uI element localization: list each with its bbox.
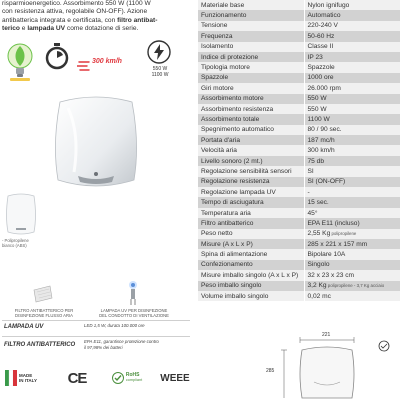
italy-flag-icon	[5, 370, 17, 386]
spec-key: Funzionamento	[198, 10, 304, 20]
spec-key: Misure imballo singolo (A x L x P)	[198, 270, 304, 280]
spec-row	[198, 94, 400, 104]
caption-line: bianco (ABS)	[2, 243, 27, 249]
italy-text: MADE	[18, 372, 33, 378]
intro-bold: terico	[2, 25, 20, 33]
spec-key: Volume imballo singolo	[198, 291, 304, 301]
spec-key: Spina di alimentazione	[198, 249, 304, 259]
spec-value	[304, 21, 400, 31]
spec-value	[304, 52, 400, 62]
eco-bulb-icon	[4, 42, 36, 82]
spec-value-text: SI (ON-OFF)	[307, 178, 346, 186]
spec-value-text: 550 W	[307, 105, 327, 113]
height-dimension-label: 285	[266, 368, 275, 374]
spec-key: Spazzole	[198, 73, 304, 83]
spec-row	[198, 62, 400, 72]
spec-value-text: SI	[307, 167, 314, 175]
spec-value	[304, 291, 400, 301]
feature-label: LAMPADA UV	[4, 324, 44, 330]
spec-value	[304, 208, 400, 218]
speed-badge: 300 km/h	[92, 58, 122, 65]
spec-row	[198, 114, 400, 124]
spec-key: Assorbimento motore	[198, 94, 304, 104]
spec-value	[304, 260, 400, 270]
spec-value	[304, 83, 400, 93]
spec-value-text: 220-240 V	[307, 22, 338, 30]
power-badge-line: 550 W	[152, 66, 168, 72]
spec-value-text: 26.000 rpm	[307, 84, 341, 92]
spec-value	[304, 42, 400, 52]
feature-text-line: il 97,98% dei batteri	[84, 344, 123, 350]
feature-label: FILTRO ANTIBATTERICO	[4, 342, 76, 348]
uv-lamp-caption	[92, 308, 176, 318]
intro-bold: filtro antibat-	[117, 16, 158, 24]
spec-value-text: Spazzole	[307, 64, 335, 72]
spec-table	[198, 0, 400, 301]
spec-value	[304, 239, 400, 249]
caption-line: DEL CONDOTTO DI VENTILAZIONE	[99, 313, 169, 318]
spec-value	[304, 281, 400, 291]
spec-row	[198, 135, 400, 145]
dimension-drawing	[262, 332, 398, 400]
spec-row	[198, 0, 400, 10]
hand-dryer-thumbnail	[2, 190, 40, 240]
power-badge-line: 1100 W	[151, 72, 169, 78]
spec-value-text: Automatico	[307, 12, 341, 20]
spec-value	[304, 114, 400, 124]
spec-key: Giri motore	[198, 83, 304, 93]
spec-key: Tensione	[198, 21, 304, 31]
spec-key: Assorbimento totale	[198, 114, 304, 124]
spec-value	[304, 10, 400, 20]
spec-value-text: 15 sec.	[307, 199, 329, 207]
caption-line: FILTRO ANTIBATTERICO PER	[14, 308, 74, 313]
spec-row	[198, 177, 400, 187]
material-caption	[2, 238, 62, 248]
spec-row	[198, 125, 400, 135]
spec-value	[304, 218, 400, 228]
hand-dryer-product-image	[50, 94, 142, 194]
spec-row	[198, 145, 400, 155]
feature-text	[84, 339, 188, 350]
intro-line: con resistenza attiva, regolabile ON-OFF). Azione	[2, 8, 148, 16]
intro-line: antibatterica integrata e certificata, con	[2, 16, 118, 24]
spec-value-text: 50-60 Hz	[307, 32, 335, 40]
spec-value-text: 0,02 mc	[307, 292, 331, 300]
intro-line: e	[19, 25, 28, 33]
spec-row	[198, 260, 400, 270]
spec-row	[198, 187, 400, 197]
feature-text: LED 1,5 W, durata 100.000 ore	[84, 323, 145, 328]
intro-line: risparmioenergetico. Assorbimento 550 W (1100 W	[2, 0, 151, 7]
spec-value-text: 285 x 221 x 157 mm	[307, 240, 368, 248]
spec-key: Temperatura aria	[198, 208, 304, 218]
spec-value-text: -	[307, 188, 310, 196]
timer-icon	[44, 42, 70, 70]
spec-value	[304, 156, 400, 166]
caption-line: LAMPADA UV PER DISINFEZIONE	[100, 308, 168, 313]
feature-row-antibacterial-filter	[2, 336, 190, 356]
spec-key: Isolamento	[198, 42, 304, 52]
weee-mark: WEEE	[160, 372, 190, 384]
spec-key: Peso netto	[198, 229, 304, 239]
spec-value	[304, 104, 400, 114]
spec-row	[198, 73, 400, 83]
spec-value	[304, 94, 400, 104]
spec-key: Peso imballo singolo	[198, 281, 304, 291]
spec-key: Assorbimento resistenza	[198, 104, 304, 114]
spec-row	[198, 197, 400, 207]
spec-value	[304, 270, 400, 280]
feature-text-line: EPA E11, garantisce protezione contro	[84, 339, 159, 344]
spec-row	[198, 21, 400, 31]
spec-key: Misure (A x L x P)	[198, 239, 304, 249]
spec-value-text: 1000 ore	[307, 74, 334, 82]
spec-value	[304, 0, 400, 10]
spec-row	[198, 42, 400, 52]
power-badge-text	[145, 66, 175, 78]
spec-value-text: 550 W	[307, 95, 327, 103]
spec-value-text: 1100 W	[307, 115, 330, 123]
spec-row	[198, 291, 400, 301]
spec-row	[198, 218, 400, 228]
spec-value-text: 75 db	[307, 157, 325, 165]
caption-line: DISINFEZIONE FLUSSO ARIA	[15, 313, 73, 318]
spec-row	[198, 31, 400, 41]
dryer-outline-drawing	[262, 332, 398, 400]
spec-key: Tempo di asciugatura	[198, 197, 304, 207]
spec-row	[198, 10, 400, 20]
rohs-check-icon	[112, 372, 124, 384]
spec-value	[304, 125, 400, 135]
spec-value-subtext: polipropilene	[330, 231, 357, 237]
spec-value-text: Singolo	[307, 261, 330, 269]
spec-key: Regolazione sensibilità sensori	[198, 166, 304, 176]
intro-line: come dotazione di serie.	[65, 25, 139, 33]
rohs-logo	[110, 368, 144, 388]
spec-value-text: 300 km/h	[307, 147, 335, 155]
spec-row	[198, 104, 400, 114]
rohs-text: RoHS	[125, 371, 140, 378]
feature-row-uv-lamp	[2, 320, 190, 334]
spec-value-text: 45°	[307, 209, 318, 217]
spec-value	[304, 73, 400, 83]
spec-key: Velocità aria	[198, 145, 304, 155]
spec-value-text: 80 / 90 sec.	[307, 126, 342, 134]
spec-value	[304, 197, 400, 207]
spec-value	[304, 187, 400, 197]
spec-value-text: Classe II	[307, 43, 334, 51]
spec-key: Regolazione lampada UV	[198, 187, 304, 197]
spec-key: Materiale base	[198, 0, 304, 10]
spec-value	[304, 166, 400, 176]
antibacterial-filter-image	[32, 284, 54, 304]
width-dimension-label: 221	[322, 332, 331, 338]
caption-line: - Polipropilene	[2, 238, 29, 243]
spec-value	[304, 135, 400, 145]
spec-row	[198, 249, 400, 259]
spec-key: Indice di protezione	[198, 52, 304, 62]
rohs-text: compliant	[125, 378, 143, 382]
uv-lamp-image	[126, 280, 140, 306]
spec-row	[198, 281, 400, 291]
spec-row	[198, 229, 400, 239]
spec-value-text: 2,55 Kg	[307, 230, 331, 238]
spec-value-text: Bipolare 10A	[307, 251, 346, 259]
spec-value	[304, 145, 400, 155]
spec-value	[304, 177, 400, 187]
spec-value-text: 32 x 23 x 23 cm	[307, 271, 355, 279]
spec-key: Frequenza	[198, 31, 304, 41]
spec-key: Regolazione resistenza	[198, 177, 304, 187]
spec-key: Portata d'aria	[198, 135, 304, 145]
spec-key: Tipologia motore	[198, 62, 304, 72]
spec-value	[304, 62, 400, 72]
spec-row	[198, 52, 400, 62]
spec-row	[198, 239, 400, 249]
spec-key: Livello sonoro (2 mt.)	[198, 156, 304, 166]
intro-paragraph	[2, 0, 190, 34]
spec-row	[198, 270, 400, 280]
spec-value-text: Nylon ignifugo	[307, 1, 350, 9]
spec-value-text: IP 23	[307, 53, 323, 61]
made-in-italy-logo	[4, 368, 38, 388]
spec-key: Confezionamento	[198, 260, 304, 270]
spec-value-text: EPA E11 (incluso)	[307, 219, 360, 227]
spec-row	[198, 166, 400, 176]
power-plug-icon	[147, 40, 171, 64]
italy-text: IN ITALY	[18, 378, 37, 383]
spec-value	[304, 31, 400, 41]
spec-key: Filtro antibatterico	[198, 218, 304, 228]
spec-row	[198, 156, 400, 166]
spec-row	[198, 83, 400, 93]
spec-key: Spegnimento automatico	[198, 125, 304, 135]
filter-caption	[2, 308, 86, 318]
ce-mark: CE	[67, 369, 87, 387]
intro-bold: lampada UV	[27, 25, 66, 33]
spec-value-subtext: polipropilene - 3,7 Kg acciaio	[326, 283, 385, 289]
spec-value-text: 187 mc/h	[307, 136, 335, 144]
spec-value	[304, 229, 400, 239]
spec-value-text: 3,2 Kg	[307, 282, 327, 290]
spec-value	[304, 249, 400, 259]
spec-row	[198, 208, 400, 218]
